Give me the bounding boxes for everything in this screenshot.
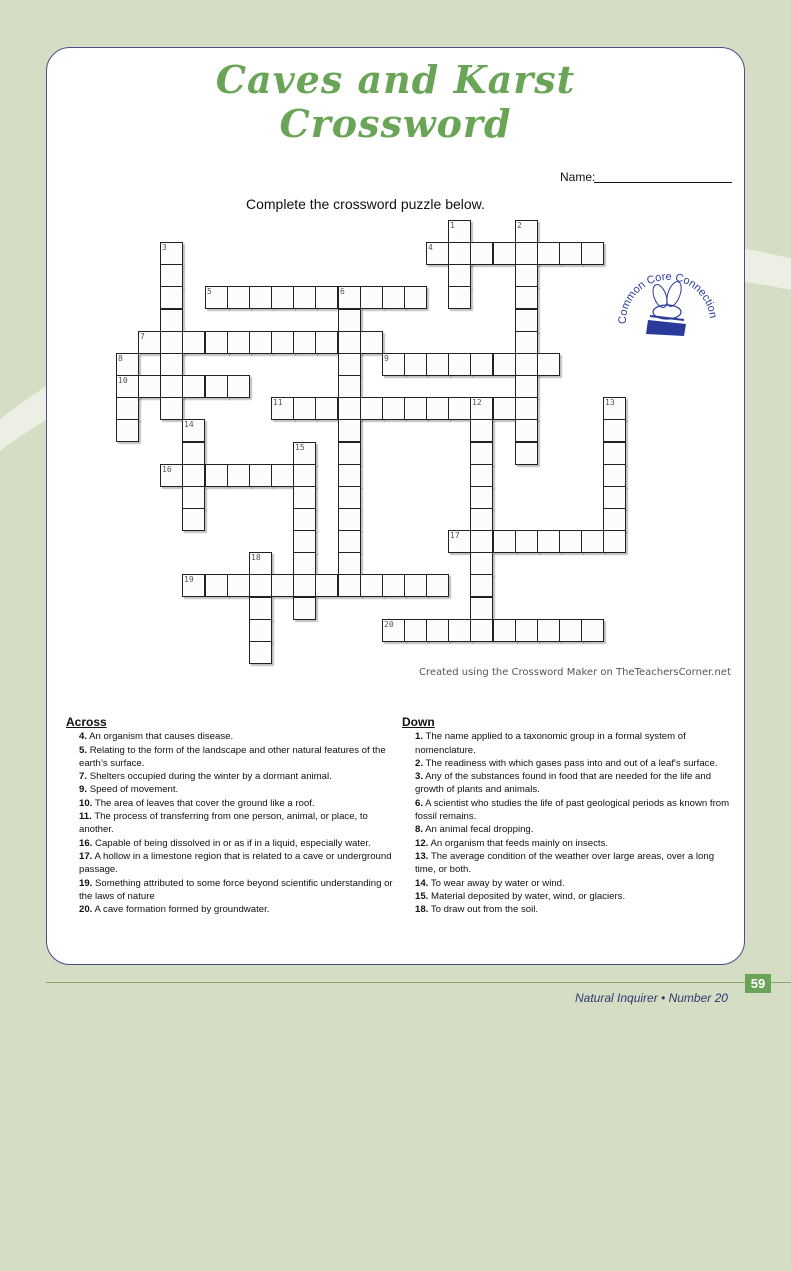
crossword-cell[interactable] [581, 619, 604, 642]
across-clue-4 [66, 730, 396, 743]
crossword-cell[interactable] [603, 508, 626, 531]
crossword-cell[interactable] [360, 397, 383, 420]
crossword-cell[interactable] [182, 419, 205, 442]
cell-clue-number: 6 [340, 287, 345, 296]
clue-text: An animal fecal dropping. [425, 824, 534, 836]
clue-number: 8. [415, 824, 424, 836]
across-clue-20 [66, 903, 396, 916]
crossword-cell[interactable] [271, 331, 294, 354]
clue-number: 2. [415, 757, 424, 769]
crossword-cell[interactable] [160, 464, 183, 487]
across-clues [66, 716, 396, 916]
crossword-cell[interactable] [426, 574, 449, 597]
crossword-cell[interactable] [249, 286, 272, 309]
crossword-cell[interactable] [293, 574, 316, 597]
crossword-cell[interactable] [271, 464, 294, 487]
crossword-cell[interactable] [160, 264, 183, 287]
clue-text: Any of the substances found in food that are needed for the life and growth of plants and animals. [415, 771, 712, 796]
crossword-cell[interactable] [448, 397, 471, 420]
across-clue-10 [66, 797, 396, 810]
crossword-cell[interactable] [515, 309, 538, 332]
down-clue-3 [402, 770, 737, 797]
crossword-cell[interactable] [182, 486, 205, 509]
crossword-cell[interactable] [338, 353, 361, 376]
crossword-cell[interactable] [160, 375, 183, 398]
crossword-cell[interactable] [205, 574, 228, 597]
crossword-cell[interactable] [470, 397, 493, 420]
clue-number: 6. [415, 797, 424, 809]
clue-text: Relating to the form of the landscape and other natural features of the earth’s surface. [79, 744, 386, 769]
credit-text: Created using the Crossword Maker on TheTeachersCorner.net [419, 667, 731, 678]
across-clue-9 [66, 783, 396, 796]
crossword-cell[interactable] [382, 397, 405, 420]
crossword-cell[interactable] [470, 508, 493, 531]
crossword-cell[interactable] [293, 552, 316, 575]
across-clue-19 [66, 877, 396, 904]
crossword-cell[interactable] [426, 353, 449, 376]
cell-clue-number: 16 [162, 465, 172, 474]
crossword-cell[interactable] [138, 331, 161, 354]
clue-text: A scientist who studies the life of past geological periods as known from fossil remains. [415, 797, 730, 823]
crossword-cell[interactable] [515, 242, 538, 265]
crossword-cell[interactable] [338, 375, 361, 398]
crossword-cell[interactable] [603, 419, 626, 442]
crossword-cell[interactable] [116, 397, 139, 420]
crossword-cell[interactable] [315, 574, 338, 597]
crossword-cell[interactable] [338, 419, 361, 442]
crossword-cell[interactable] [515, 442, 538, 465]
crossword-cell[interactable] [470, 464, 493, 487]
footer-divider [46, 982, 791, 983]
clue-text: Capable of being dissolved in or as if in a liquid, especially water. [95, 837, 371, 849]
crossword-cell[interactable] [537, 530, 560, 553]
crossword-cell[interactable] [581, 530, 604, 553]
crossword-cell[interactable] [182, 574, 205, 597]
crossword-cell[interactable] [515, 286, 538, 309]
crossword-cell[interactable] [581, 242, 604, 265]
cell-clue-number: 13 [605, 398, 615, 407]
clue-text: Something attributed to some force beyond scientific understanding or the laws of nature [79, 877, 393, 902]
crossword-cell[interactable] [338, 309, 361, 332]
crossword-cell[interactable] [360, 286, 383, 309]
crossword-cell[interactable] [448, 530, 471, 553]
crossword-cell[interactable] [160, 286, 183, 309]
crossword-cell[interactable] [227, 375, 250, 398]
crossword-cell[interactable] [293, 331, 316, 354]
crossword-cell[interactable] [116, 375, 139, 398]
bee-typewriter-icon [646, 280, 686, 336]
crossword-cell[interactable] [205, 331, 228, 354]
clue-text: The area of leaves that cover the ground like a roof. [94, 797, 315, 809]
crossword-cell[interactable] [515, 619, 538, 642]
cell-clue-number: 2 [517, 221, 522, 230]
down-clue-13 [402, 850, 737, 877]
crossword-cell[interactable] [249, 619, 272, 642]
crossword-cell[interactable] [338, 464, 361, 487]
down-heading: Down [402, 715, 435, 729]
name-field[interactable] [594, 182, 732, 183]
crossword-cell[interactable] [338, 574, 361, 597]
clue-text: Material deposited by water, wind, or glaciers. [431, 890, 626, 902]
crossword-cell[interactable] [338, 331, 361, 354]
crossword-cell[interactable] [271, 574, 294, 597]
crossword-cell[interactable] [603, 464, 626, 487]
crossword-cell[interactable] [338, 508, 361, 531]
crossword-cell[interactable] [249, 574, 272, 597]
crossword-cell[interactable] [493, 353, 516, 376]
crossword-cell[interactable] [382, 619, 405, 642]
crossword-cell[interactable] [227, 464, 250, 487]
cell-clue-number: 19 [184, 575, 194, 584]
across-clue-17 [66, 850, 396, 877]
clue-number: 3. [415, 771, 424, 783]
crossword-cell[interactable] [249, 597, 272, 620]
clue-number: 10. [79, 797, 93, 809]
name-label: Name: [560, 170, 596, 184]
cell-clue-number: 10 [118, 376, 128, 385]
crossword-cell[interactable] [515, 530, 538, 553]
crossword-cell[interactable] [448, 220, 471, 243]
crossword-cell[interactable] [182, 375, 205, 398]
cell-clue-number: 5 [207, 287, 212, 296]
crossword-cell[interactable] [603, 486, 626, 509]
clue-number: 9. [79, 784, 88, 796]
crossword-cell[interactable] [249, 641, 272, 664]
clue-text: The name applied to a taxonomic group in a formal system of nomenclature. [415, 731, 686, 756]
crossword-cell[interactable] [537, 242, 560, 265]
clue-number: 11. [79, 811, 92, 823]
cell-clue-number: 4 [428, 243, 433, 252]
cell-clue-number: 12 [472, 398, 482, 407]
crossword-cell[interactable] [338, 286, 361, 309]
crossword-cell[interactable] [470, 486, 493, 509]
clue-text: The readiness with which gases pass into and out of a leaf's surface. [425, 757, 718, 769]
cell-clue-number: 20 [384, 620, 394, 629]
cell-clue-number: 17 [450, 531, 460, 540]
down-clue-12 [402, 837, 737, 850]
crossword-cell[interactable] [493, 530, 516, 553]
crossword-cell[interactable] [338, 530, 361, 553]
clue-text: Shelters occupied during the winter by a dormant animal. [89, 771, 332, 783]
crossword-cell[interactable] [470, 597, 493, 620]
crossword-cell[interactable] [138, 375, 161, 398]
crossword-cell[interactable] [249, 552, 272, 575]
clue-number: 12. [415, 837, 429, 849]
clue-text: Speed of movement. [89, 784, 179, 796]
page-number-badge: 59 [745, 974, 771, 993]
clue-text: An organism that causes disease. [89, 731, 234, 743]
crossword-cell[interactable] [271, 286, 294, 309]
crossword-cell[interactable] [470, 619, 493, 642]
crossword-cell[interactable] [515, 397, 538, 420]
crossword-cell[interactable] [116, 353, 139, 376]
down-clue-6 [402, 797, 737, 824]
crossword-cell[interactable] [338, 397, 361, 420]
publication-footer: Natural Inquirer • Number 20 [575, 991, 728, 1005]
crossword-cell[interactable] [293, 597, 316, 620]
crossword-cell[interactable] [249, 464, 272, 487]
clue-number: 15. [415, 890, 429, 902]
cell-clue-number: 14 [184, 420, 194, 429]
across-heading: Across [66, 715, 107, 729]
down-clue-14 [402, 877, 737, 890]
crossword-cell[interactable] [493, 619, 516, 642]
cell-clue-number: 1 [450, 221, 455, 230]
crossword-cell[interactable] [338, 552, 361, 575]
clue-text: The average condition of the weather over large areas, over a long time, or both. [415, 850, 715, 876]
crossword-cell[interactable] [470, 419, 493, 442]
page-title-line-1: Caves and Karst [215, 57, 576, 102]
cell-clue-number: 3 [162, 243, 167, 252]
crossword-cell[interactable] [470, 353, 493, 376]
across-clue-11 [66, 810, 396, 837]
crossword-cell[interactable] [227, 331, 250, 354]
logo-text: Common Core Connection [616, 270, 719, 325]
crossword-cell[interactable] [182, 442, 205, 465]
crossword-cell[interactable] [293, 397, 316, 420]
crossword-cell[interactable] [448, 619, 471, 642]
common-core-connection-logo [612, 254, 722, 349]
cell-clue-number: 9 [384, 354, 389, 363]
crossword-cell[interactable] [426, 397, 449, 420]
clue-number: 7. [79, 771, 88, 783]
crossword-cell[interactable] [515, 331, 538, 354]
crossword-cell[interactable] [515, 264, 538, 287]
down-clue-1 [402, 730, 737, 757]
crossword-cell[interactable] [182, 331, 205, 354]
crossword-cell[interactable] [382, 286, 405, 309]
clue-number: 18. [415, 904, 429, 916]
crossword-cell[interactable] [404, 619, 427, 642]
crossword-cell[interactable] [448, 353, 471, 376]
crossword-cell[interactable] [249, 331, 272, 354]
crossword-cell[interactable] [293, 530, 316, 553]
crossword-cell[interactable] [559, 530, 582, 553]
crossword-cell[interactable] [470, 574, 493, 597]
clue-number: 17. [79, 850, 93, 862]
crossword-cell[interactable] [493, 397, 516, 420]
crossword-cell[interactable] [404, 574, 427, 597]
clue-text: To wear away by water or wind. [430, 877, 565, 889]
crossword-cell[interactable] [227, 286, 250, 309]
crossword-cell[interactable] [515, 220, 538, 243]
crossword-cell[interactable] [293, 464, 316, 487]
clue-number: 13. [415, 850, 429, 862]
clue-text: A cave formation formed by groundwater. [94, 904, 270, 916]
crossword-cell[interactable] [293, 286, 316, 309]
crossword-cell[interactable] [559, 242, 582, 265]
crossword-cell[interactable] [515, 419, 538, 442]
crossword-cell[interactable] [293, 508, 316, 531]
cell-clue-number: 8 [118, 354, 123, 363]
clue-text: To draw out from the soil. [430, 904, 539, 916]
crossword-cell[interactable] [293, 442, 316, 465]
crossword-cell[interactable] [160, 397, 183, 420]
crossword-cell[interactable] [205, 375, 228, 398]
crossword-cell[interactable] [338, 442, 361, 465]
clue-number: 19. [79, 877, 93, 889]
crossword-cell[interactable] [537, 353, 560, 376]
across-clue-16 [66, 837, 396, 850]
cell-clue-number: 15 [295, 443, 305, 452]
crossword-cell[interactable] [360, 574, 383, 597]
crossword-cell[interactable] [160, 309, 183, 332]
clue-text: A hollow in a limestone region that is related to a cave or underground passage. [79, 850, 392, 876]
crossword-cell[interactable] [382, 574, 405, 597]
crossword-cell[interactable] [515, 375, 538, 398]
crossword-cell[interactable] [448, 264, 471, 287]
crossword-cell[interactable] [160, 242, 183, 265]
crossword-cell[interactable] [338, 486, 361, 509]
down-clues [402, 716, 737, 916]
crossword-cell[interactable] [493, 242, 516, 265]
clue-number: 16. [79, 837, 93, 849]
crossword-cell[interactable] [448, 242, 471, 265]
clue-number: 20. [79, 904, 93, 916]
down-clue-2 [402, 757, 737, 770]
crossword-cell[interactable] [382, 353, 405, 376]
crossword-cell[interactable] [360, 331, 383, 354]
page-title-line-2: Crossword [279, 101, 512, 146]
down-clue-18 [402, 903, 737, 916]
clue-text: An organism that feeds mainly on insects. [430, 837, 609, 849]
crossword-cell[interactable] [470, 242, 493, 265]
clue-number: 14. [415, 877, 429, 889]
crossword-cell[interactable] [537, 619, 560, 642]
crossword-cell[interactable] [603, 397, 626, 420]
crossword-cell[interactable] [404, 353, 427, 376]
crossword-cell[interactable] [116, 419, 139, 442]
crossword-cell[interactable] [470, 552, 493, 575]
crossword-cell[interactable] [315, 331, 338, 354]
crossword-cell[interactable] [182, 508, 205, 531]
crossword-cell[interactable] [426, 619, 449, 642]
down-clue-8 [402, 823, 737, 836]
crossword-cell[interactable] [205, 286, 228, 309]
crossword-cell[interactable] [293, 486, 316, 509]
crossword-cell[interactable] [404, 286, 427, 309]
clue-number: 5. [79, 744, 88, 756]
crossword-cell[interactable] [559, 619, 582, 642]
crossword-cell[interactable] [470, 530, 493, 553]
crossword-cell[interactable] [315, 397, 338, 420]
crossword-cell[interactable] [271, 397, 294, 420]
cell-clue-number: 11 [273, 398, 283, 407]
cell-clue-number: 18 [251, 553, 261, 562]
across-clue-5 [66, 744, 396, 771]
cell-clue-number: 7 [140, 332, 145, 341]
crossword-cell[interactable] [470, 442, 493, 465]
across-clue-7 [66, 770, 396, 783]
down-clue-15 [402, 890, 737, 903]
crossword-cell[interactable] [448, 286, 471, 309]
crossword-cell[interactable] [603, 530, 626, 553]
crossword-cell[interactable] [404, 397, 427, 420]
crossword-cell[interactable] [315, 286, 338, 309]
svg-text:Common Core Connection [617, 271, 719, 324]
crossword-cell[interactable] [426, 242, 449, 265]
clue-number: 1. [415, 731, 424, 743]
crossword-cell[interactable] [515, 353, 538, 376]
crossword-cell[interactable] [205, 464, 228, 487]
clue-number: 4. [79, 731, 88, 743]
crossword-cell[interactable] [227, 574, 250, 597]
crossword-cell[interactable] [182, 464, 205, 487]
instructions: Complete the crossword puzzle below. [246, 196, 485, 212]
clue-text: The process of transferring from one person, animal, or place, to another. [79, 811, 368, 836]
crossword-cell[interactable] [160, 331, 183, 354]
crossword-cell[interactable] [603, 442, 626, 465]
crossword-cell[interactable] [160, 353, 183, 376]
